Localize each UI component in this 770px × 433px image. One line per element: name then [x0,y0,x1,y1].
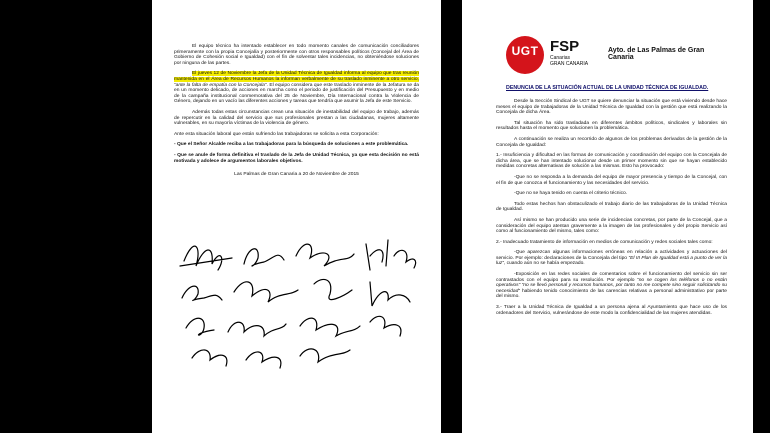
letterhead [496,36,727,80]
signature [186,318,214,335]
list-item: 2.- Inadecuado tratamiento de información en medios de comunicación y redes sociales tales como: [496,239,713,245]
signature [370,282,410,306]
quoted-text: “El III Plan de Igualdad está a punto de ver la luz” [496,255,727,267]
letter-page-right [462,0,753,433]
sub-item-tail: , cuando aún no se había empezado. [503,261,585,267]
fsp-logo: FSP [550,38,580,55]
sub-item [496,250,727,267]
paragraph: El equipo técnico ha intentado establecer en todo momento canales de comunicación conciliadores primeramente con la propia Concejalía y posteriormente con otros responsables políticos (Concejal del Área de Gobierno de Cohesión social e Igualdad) con el fin de solventar tales incidencias, no obteniéndose soluciones por ninguna de las partes. [174,44,419,66]
signature [394,250,416,268]
signature [234,282,298,302]
fsp-subtitle [550,55,588,67]
paragraph: Ante esta situación laboral que están sufriendo las trabajadoras se solicita a esta Corporación: [174,131,379,137]
signature [180,246,232,270]
sub-item-text: -Que aparezcan algunas informaciones erróneas en relación a actividades y actuaciones del servicio. Por ejemplo: declaraciones de la Concejala del tipo [496,250,727,261]
paragraph: Además todas estas circunstancias crean una situación de inestabilidad del equipo de trabajo, además de repercutir en la calidad del servicio que sus profesionales prestan a las ciudadanas, mujeres altamente vulnerables, en su mayoría víctimas de la violencia de género. [174,109,419,127]
fsp-sub1: Canarias [550,55,571,61]
signature [182,286,222,300]
sub-item: -Que no se haya tenido en cuenta el criterio técnico. [514,191,628,197]
quoted-text: “ante la falta de empatía con la Concejala” [174,82,267,88]
paragraph: A continuación se realiza un recorrido de algunos de los problemas derivados de la gestión de la Concejala de Igualdad: [496,136,727,148]
signature [296,244,354,266]
signature [192,350,227,366]
ugt-logo [506,36,544,74]
signature [370,316,401,336]
highlighted-text: El jueves 12 de Noviembre la Jefa de la Unidad Técnica de Igualdad informa al equipo que tras reunión mantenida en el Área de Recursos Humanos la informan verbalmente de su traslado inminente a otro servicio, [174,71,419,82]
document-title: DENUNCIA DE LA SITUACIÓN ACTUAL DE LA UNIDAD TÉCNICA DE IGUALDAD. [506,85,709,91]
signature [300,349,350,362]
list-item: 1.- Insuficiencia y dificultad en las formas de comunicación y coordinación del equipo con la Concejala de dicha área, que se han intentado solucionar desde un primer momento sin que se hayan establecido medidas concretas alternativas de solución a las mismas. Esto ha provocado: [496,153,727,170]
request-item: - Que se anule de forma definitiva el traslado de la Jefa de Unidad Técnica, ya que esta decisión no está motivada y adolece de argumentos laborales objetivos. [174,152,419,164]
sub-item: -Que no se responda a la demanda del equipo de mayor presencia y tiempo de la Concejal, con el fin de que conozca el funcionamiento y las necesidades del servicio. [496,174,727,186]
signature [366,240,388,270]
sub-item [496,272,727,300]
dateline: Las Palmas de Gran Canaria a 20 de Noviembre de 2015 [234,172,359,178]
paragraph [174,71,419,105]
signature [228,322,286,336]
letter-page-left [152,0,441,433]
signatures-image [174,236,419,376]
ayto-header: Ayto. de Las Palmas de Gran Canaria [608,47,705,61]
sub-item-text: -Exposición en las redes sociales de comentarios sobre el funcionamiento del servicio sin ser contrastados con el equipo para su resolución. Por ejemplo [496,272,727,283]
signature [300,318,360,336]
sub-item-tail: habiendo tenido conocimiento de las carencias relativas a personal administrativo por parte del mismo. [496,288,727,300]
signature [246,352,281,368]
quoted-text: “no se cogen los teléfonos o no están operativos” “no se llevó personal y recursos humanos, por tanto no me compete sino seguir solicitando su necesidad” [496,277,727,294]
sub-item: Así mismo se han producido una serie de incidencias concretas, por parte de la Concejal, que a consideración del equipo atentan gravemente a la imagen de las profesionales y del propio Servicio así como al funcionamiento del mismo, tales como: [496,217,727,235]
signature [244,249,284,266]
paragraph-tail: . El equipo considera que este traslado inminente de la Jefatura se da en un momento delicado, de acciones en marcha como el periodo de justificación del Presupuesto y en medio de la campaña institucional conmemorativa del 25 de Noviembre, Día Internacional contra la Violencia de Género, dejando en un vacío las diferentes acciones y tareas que tendría que asumir la Jefa de este Servicio. [174,82,420,105]
signature [314,279,352,299]
list-item: 3.- Traer a la Unidad Técnica de Igualdad a un persona ajena al Ayuntamiento que hace uso de los ordenadores del Servicio, vulnerándose de este modo la confidencialidad de las mujeres atendidas. [496,305,727,316]
ugt-logo-text: UGT [511,44,539,58]
request-item: - Que el Señor Alcalde reciba a las trabajadoras para la búsqueda de soluciones a este problemática. [174,142,409,148]
paragraph: Tal situación ha sido trasladada en diferentes ámbitos políticos, sindicales y laborales sin resultados hasta el momento que solucionen la problemática. [496,120,727,132]
paragraph: Desde la Sección Sindical de UGT se quiere denunciar la situación que está viviendo desde hace meses el equipo de trabajadoras de la Unidad Técnica de Igualdad con la gestión que está realizando la Concejala de dicha Área. [496,99,727,116]
sub-item: Todo estas hechos han obstaculizado el trabajo diario de las trabajadoras de la Unidad Técnica de Igualdad. [496,201,727,213]
fsp-sub2: GRAN CANARIA [550,61,589,67]
